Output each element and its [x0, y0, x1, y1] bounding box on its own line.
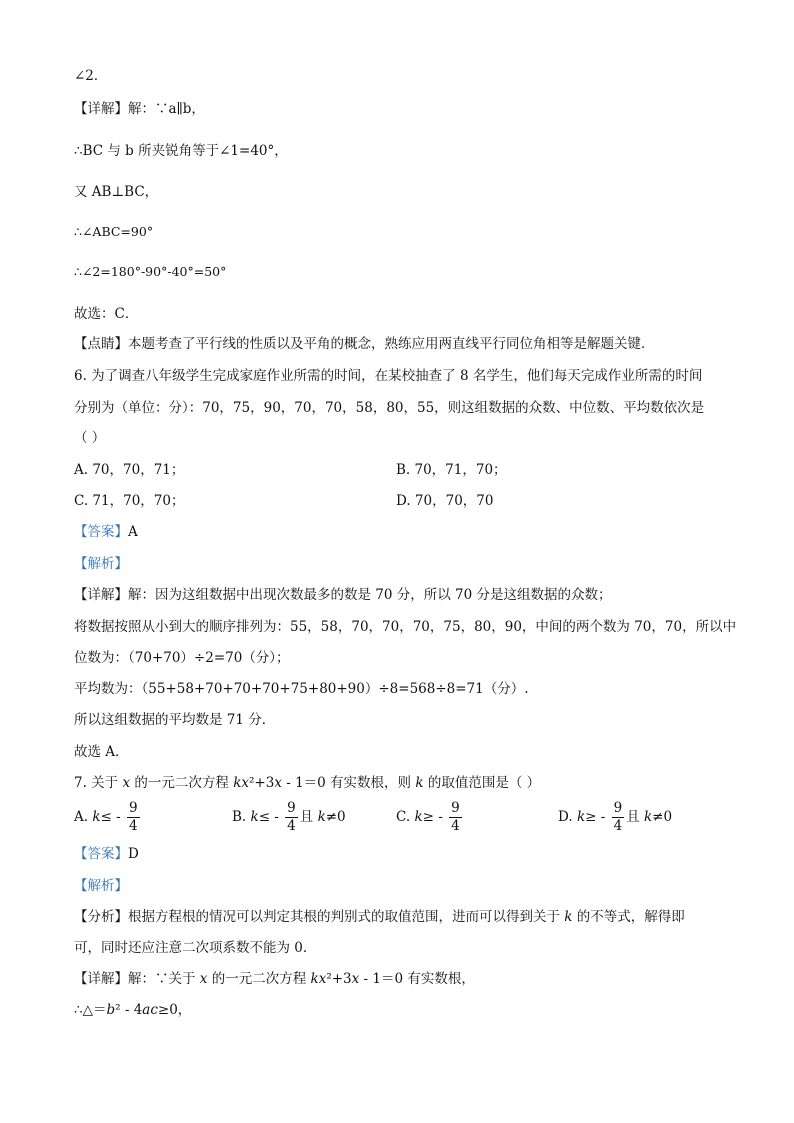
fraction-numerator: 9 — [287, 800, 296, 816]
analysis-sub-tag: 【分析】 — [74, 909, 128, 925]
question-stem: 分别为（单位：分）：70，75，90，70，70，58，80，55，则这组数据的众数、中位数、平均数依次是 — [74, 400, 705, 416]
option-label: C. — [396, 809, 415, 825]
variable-k: k — [310, 971, 319, 987]
stem-text: - 1＝0 有实数根，则 — [281, 775, 416, 791]
fraction-numerator: 9 — [613, 800, 623, 816]
option-a — [74, 800, 142, 835]
formula-text: ∴△＝ — [74, 1002, 107, 1018]
fraction-denominator: 4 — [129, 818, 138, 834]
detail-tag: 【详解】 — [74, 101, 128, 117]
fraction — [612, 800, 625, 835]
text-line: ∴∠ABC=90° — [74, 224, 154, 239]
variable-k: k — [576, 809, 586, 825]
detail-tag: 【详解】 — [74, 587, 128, 603]
fraction-denominator: 4 — [613, 818, 623, 834]
analysis-line — [74, 907, 685, 927]
variable-k: k — [250, 809, 259, 825]
comment-line — [74, 334, 655, 354]
text-line — [74, 1000, 191, 1020]
fraction — [449, 800, 462, 835]
detail-line — [74, 585, 612, 605]
option-b — [232, 800, 346, 835]
operator: ≥ - — [585, 809, 610, 825]
variable-x: x — [274, 775, 282, 791]
text-line: ∴BC 与 b 所夹锐角等于∠1=40°， — [74, 143, 288, 159]
option-a: A. 70，70，71； — [74, 462, 185, 478]
comment-tag: 【点睛】 — [74, 336, 128, 352]
option-label: B. — [232, 809, 251, 825]
option-c — [396, 800, 464, 835]
variable-k: k — [92, 809, 101, 825]
text-line: 可，同时还应注意二次项系数不能为 0. — [74, 940, 308, 956]
variable-k: k — [564, 909, 573, 925]
variable-k: k — [415, 775, 424, 791]
variable-x: x — [351, 971, 360, 987]
variable-k: k — [317, 809, 326, 825]
option-label: A. — [74, 809, 93, 825]
variable-k: k — [643, 809, 653, 825]
fraction-denominator: 4 — [451, 818, 460, 834]
variable-k: k — [414, 809, 423, 825]
text-line: 故选：C． — [74, 306, 139, 322]
text-line: ∴∠2=180°-90°-40°=50° — [74, 264, 227, 279]
analysis-tag: 【解析】 — [74, 878, 128, 894]
operator: ≤ - — [100, 809, 125, 825]
variable-b: b — [106, 1002, 116, 1018]
variable-x: x — [318, 971, 327, 987]
stem-text: 的取值范围是（ ） — [423, 775, 541, 791]
stem-text: ²+3 — [249, 775, 275, 791]
detail-text: 解：∵a∥b， — [128, 101, 205, 117]
detail-text: 解：∵关于 — [128, 971, 200, 987]
operator: ≠0 — [325, 809, 346, 825]
variable-ac: ac — [142, 1002, 158, 1018]
variable-k: k — [233, 775, 242, 791]
detail-tag: 【详解】 — [74, 971, 128, 987]
variable-x: x — [241, 775, 249, 791]
text-line: ∠2． — [74, 68, 108, 84]
formula-text: ≥0， — [157, 1002, 192, 1018]
stem-text: 7. 关于 — [74, 775, 123, 791]
question-stem — [74, 773, 540, 793]
text-line: 故选 A． — [74, 744, 129, 760]
text-line: 所以这组数据的平均数是 71 分． — [74, 712, 276, 728]
formula-text: ² - 4 — [115, 1002, 143, 1018]
stem-text: 的一元二次方程 — [130, 775, 234, 791]
detail-line — [74, 99, 205, 119]
conjunction: 且 — [299, 809, 318, 825]
conjunction: 且 — [626, 809, 644, 825]
answer-value: D — [128, 846, 139, 862]
answer-tag: 【答案】 — [74, 524, 128, 540]
answer-tag: 【答案】 — [74, 846, 128, 862]
text-line: 又 AB⊥BC， — [74, 184, 159, 200]
detail-text: 的一元二次方程 — [207, 971, 311, 987]
detail-line — [74, 969, 475, 989]
analysis-text: 根据方程根的情况可以判定其根的判别式的取值范围，进而可以得到关于 — [128, 909, 565, 925]
detail-text: ²+3 — [326, 971, 352, 987]
detail-text: 解：因为这组数据中出现次数最多的数是 70 分，所以 70 分是这组数据的众数； — [128, 587, 612, 603]
fraction-numerator: 9 — [129, 800, 138, 816]
option-d — [558, 800, 672, 835]
question-stem: （ ） — [74, 430, 106, 446]
option-b: B. 70，71，70； — [396, 462, 507, 478]
fraction-numerator: 9 — [451, 800, 460, 816]
answer-line — [74, 844, 139, 864]
option-c: C. 71，70，70； — [74, 493, 185, 509]
answer-line — [74, 522, 138, 542]
operator: ≠0 — [652, 809, 673, 825]
option-d: D. 70，70，70 — [396, 493, 494, 509]
text-line: 位数为：（70+70）÷2=70（分）； — [74, 650, 290, 666]
text-line: 将数据按照从小到大的顺序排列为：55，58，70，70，70，75，80，90，中间的两个数为 70，70，所以中 — [74, 619, 737, 635]
operator: ≥ - — [422, 809, 448, 825]
variable-x: x — [122, 775, 131, 791]
fraction — [285, 800, 298, 835]
comment-text: 本题考查了平行线的性质以及平角的概念，熟练应用两直线平行同位角相等是解题关键． — [128, 336, 655, 352]
text-line: 平均数为：（55+58+70+70+70+75+80+90）÷8=568÷8=71（分）. — [74, 681, 529, 697]
fraction — [127, 800, 140, 835]
variable-x: x — [199, 971, 208, 987]
answer-value: A — [128, 524, 138, 540]
operator: ≤ - — [258, 809, 284, 825]
analysis-text: 的不等式，解得即 — [572, 909, 685, 925]
fraction-denominator: 4 — [287, 818, 296, 834]
question-stem: 6. 为了调查八年级学生完成家庭作业所需的时间，在某校抽查了 8 名学生，他们每天完成作业所需的时间 — [74, 368, 703, 384]
analysis-tag: 【解析】 — [74, 556, 128, 572]
detail-text: - 1＝0 有实数根， — [359, 971, 475, 987]
option-label: D. — [558, 809, 577, 825]
